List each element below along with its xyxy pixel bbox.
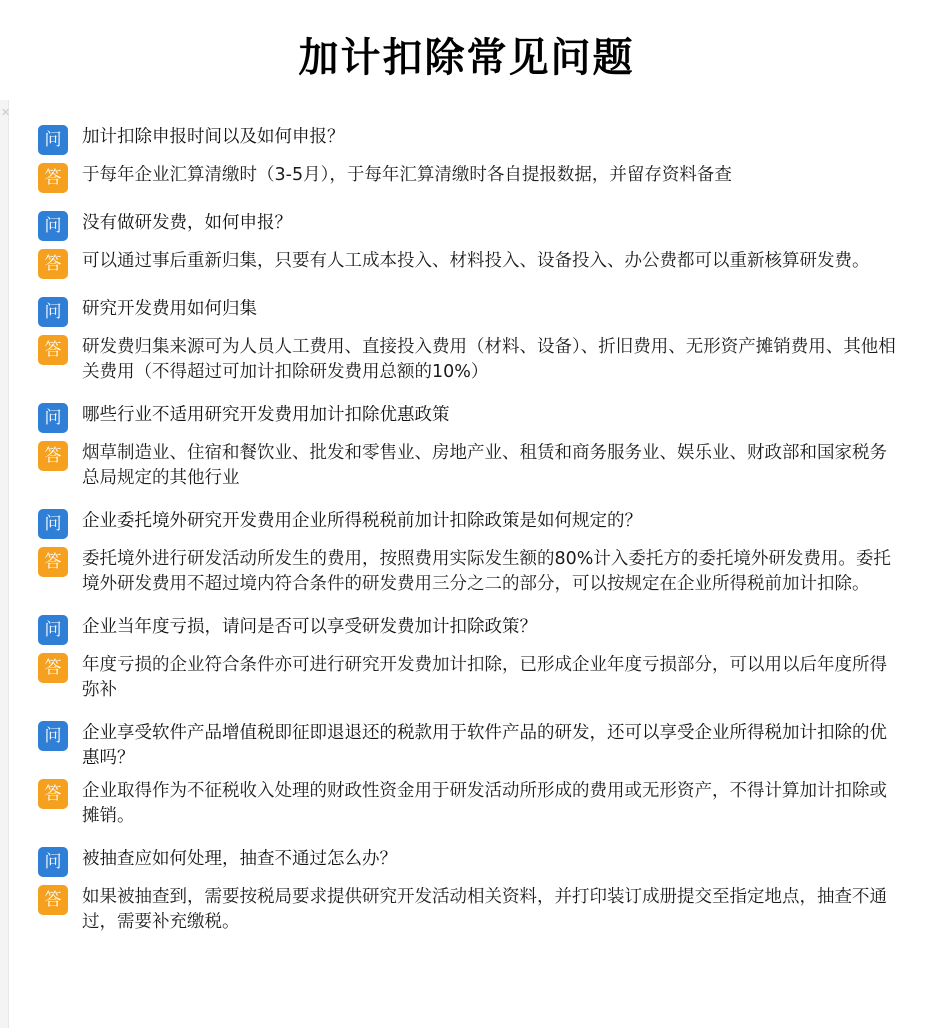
question-badge: 问 <box>38 509 68 539</box>
answer-text: 如果被抽查到，需要按税局要求提供研究开发活动相关资料，并打印装订成册提交至指定地点，抽查不通过，需要补充缴税。 <box>82 887 887 932</box>
question-row <box>38 123 903 155</box>
qa-item <box>38 719 903 829</box>
answer-text: 烟草制造业、住宿和餐饮业、批发和零售业、房地产业、租赁和商务服务业、娱乐业、财政部和国家税务总局规定的其他行业 <box>82 443 887 488</box>
answer-badge: 答 <box>38 885 68 915</box>
answer-row <box>38 883 903 935</box>
answer-row <box>38 333 903 385</box>
question-badge: 问 <box>38 297 68 327</box>
answer-text: 企业取得作为不征税收入处理的财政性资金用于研发活动所形成的费用或无形资产，不得计算加计扣除或摊销。 <box>82 781 887 826</box>
qa-item <box>38 209 903 279</box>
answer-text: 年度亏损的企业符合条件亦可进行研究开发费加计扣除，已形成企业年度亏损部分，可以用以后年度所得弥补 <box>82 655 887 700</box>
answer-text: 于每年企业汇算清缴时（3-5月），于每年汇算清缴时各自提报数据，并留存资料备查 <box>82 165 732 185</box>
answer-text: 研发费归集来源可为人员人工费用、直接投入费用（材料、设备）、折旧费用、无形资产摊销费用、其他相关费用（不得超过可加计扣除研发费用总额的10%） <box>82 337 896 382</box>
answer-text: 委托境外进行研发活动所发生的费用，按照费用实际发生额的80%计入委托方的委托境外研发费用。委托境外研发费用不超过境内符合条件的研发费用三分之二的部分，可以按规定在企业所得税前加计扣除。 <box>82 549 891 594</box>
answer-row <box>38 247 903 279</box>
qa-item <box>38 295 903 385</box>
question-badge: 问 <box>38 211 68 241</box>
left-gutter <box>0 100 9 1028</box>
qa-item <box>38 123 903 193</box>
question-row <box>38 719 903 771</box>
question-badge: 问 <box>38 403 68 433</box>
answer-badge: 答 <box>38 547 68 577</box>
question-badge: 问 <box>38 615 68 645</box>
answer-badge: 答 <box>38 163 68 193</box>
question-row <box>38 613 903 645</box>
answer-row <box>38 161 903 193</box>
qa-item <box>38 613 903 703</box>
question-text: 企业享受软件产品增值税即征即退退还的税款用于软件产品的研发，还可以享受企业所得税加计扣除的优惠吗？ <box>82 723 887 768</box>
question-text: 企业委托境外研究开发费用企业所得税税前加计扣除政策是如何规定的？ <box>82 511 642 531</box>
question-text: 没有做研发费，如何申报？ <box>82 213 292 233</box>
answer-row <box>38 545 903 597</box>
question-text: 哪些行业不适用研究开发费用加计扣除优惠政策 <box>82 405 450 425</box>
answer-badge: 答 <box>38 335 68 365</box>
question-text: 研究开发费用如何归集 <box>82 299 257 319</box>
qa-item <box>38 401 903 491</box>
answer-badge: 答 <box>38 779 68 809</box>
question-text: 加计扣除申报时间以及如何申报？ <box>82 127 345 147</box>
answer-badge: 答 <box>38 653 68 683</box>
answer-row <box>38 777 903 829</box>
page-title: 加计扣除常见问题 <box>298 34 635 81</box>
qa-item <box>38 507 903 597</box>
question-badge: 问 <box>38 125 68 155</box>
question-row <box>38 845 903 877</box>
question-text: 企业当年度亏损，请问是否可以享受研发费加计扣除政策？ <box>82 617 537 637</box>
question-row <box>38 209 903 241</box>
question-row <box>38 401 903 433</box>
question-text: 被抽查应如何处理，抽查不通过怎么办？ <box>82 849 397 869</box>
answer-text: 可以通过事后重新归集，只要有人工成本投入、材料投入、设备投入、办公费都可以重新核算研发费。 <box>82 251 870 271</box>
answer-row <box>38 651 903 703</box>
question-row <box>38 507 903 539</box>
answer-row <box>38 439 903 491</box>
corner-mark-icon: ✕ <box>1 107 11 119</box>
qa-item <box>38 845 903 935</box>
question-badge: 问 <box>38 721 68 751</box>
answer-badge: 答 <box>38 441 68 471</box>
answer-badge: 答 <box>38 249 68 279</box>
question-row <box>38 295 903 327</box>
question-badge: 问 <box>38 847 68 877</box>
qa-list <box>0 99 933 935</box>
